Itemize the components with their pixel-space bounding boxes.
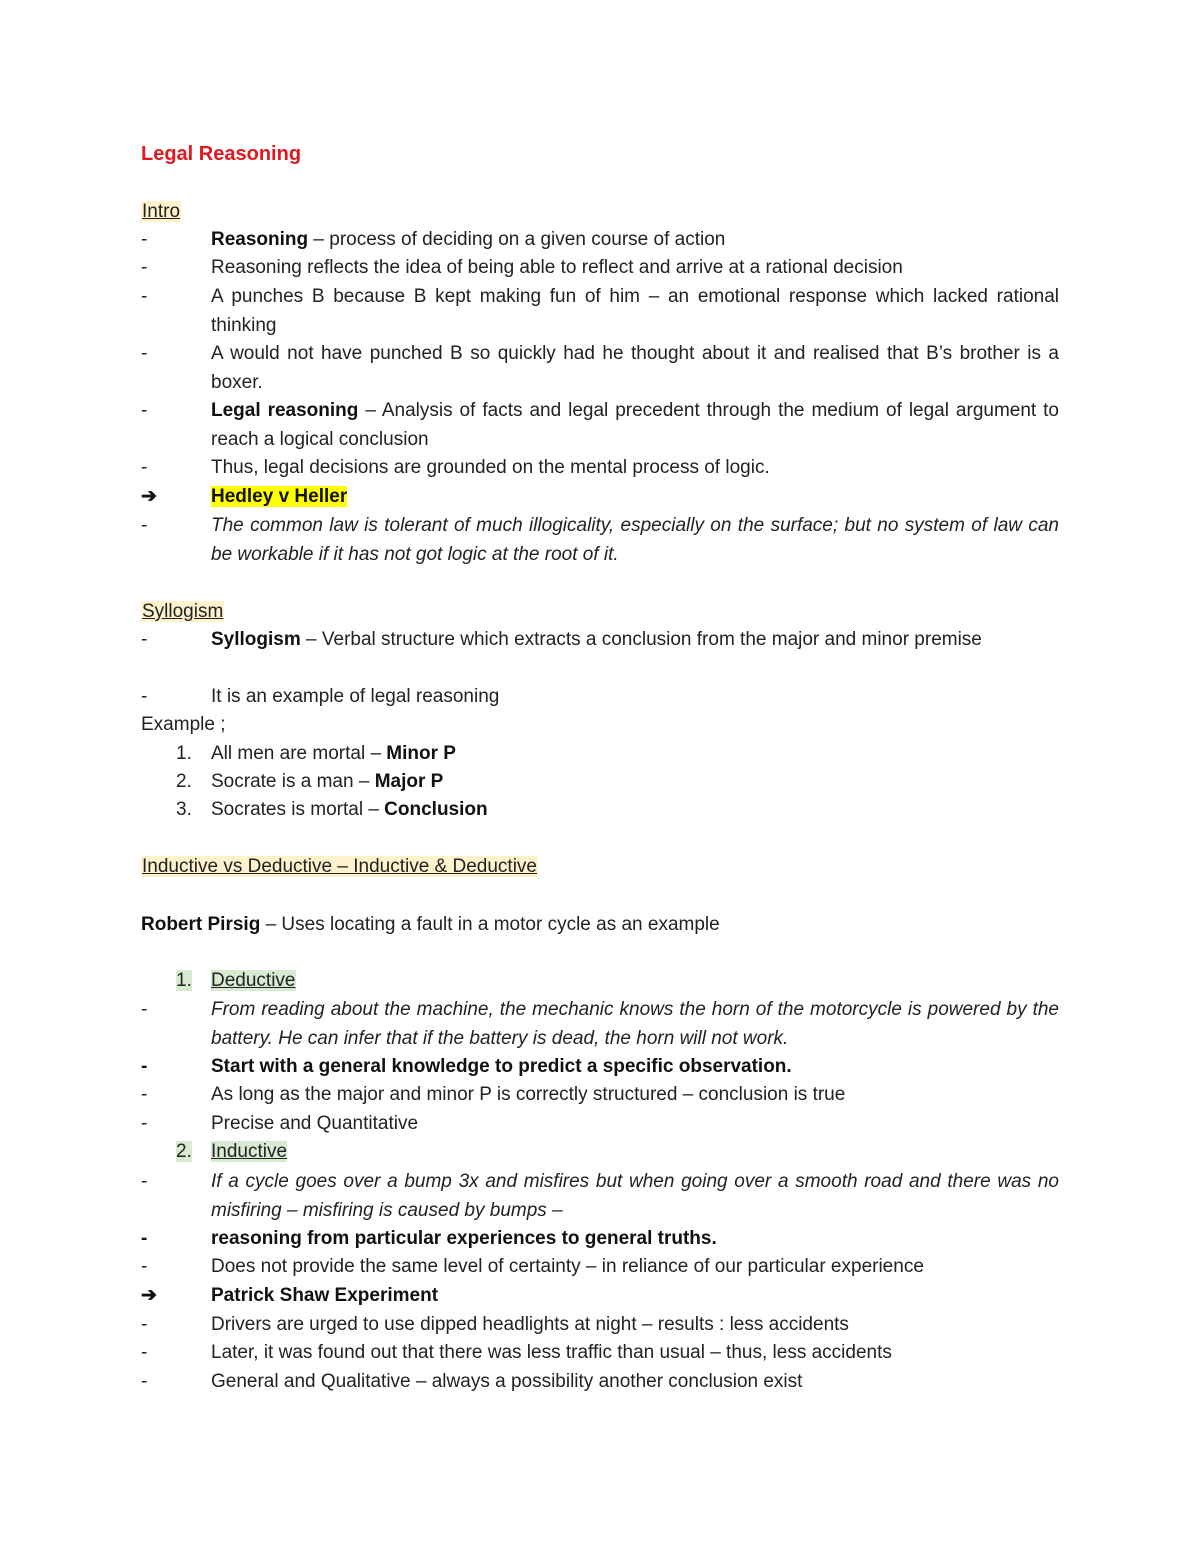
section-heading-syllogism: Syllogism xyxy=(142,601,224,622)
example-label: Example ; xyxy=(141,714,226,735)
list-number: 2. xyxy=(176,1141,192,1162)
example-item: All men are mortal – Minor P xyxy=(211,743,456,764)
page-title: Legal Reasoning xyxy=(141,143,302,165)
bullet-dash: - xyxy=(141,1228,148,1249)
list-item: A punches B because B kept making fun of him – an emotional response which lacked rational thinking xyxy=(211,286,1059,336)
bullet-dash: - xyxy=(141,229,148,250)
bullet-dash: - xyxy=(141,1171,148,1192)
bullet-dash: - xyxy=(141,400,148,421)
list-item: Reasoning – process of deciding on a given course of action xyxy=(211,229,726,250)
bullet-dash: - xyxy=(141,1113,148,1134)
case-quote: The common law is tolerant of much illogicality, especially on the surface; but no system of law can be workable if it has not got logic at the root of it. xyxy=(211,515,1059,565)
section-heading-intro: Intro xyxy=(142,201,181,222)
list-item: It is an example of legal reasoning xyxy=(211,686,500,707)
list-item: Later, it was found out that there was less traffic than usual – thus, less accidents xyxy=(211,1342,892,1363)
bullet-dash: - xyxy=(141,457,148,478)
deductive-key-point: Start with a general knowledge to predict a specific observation. xyxy=(211,1056,792,1077)
bullet-dash: - xyxy=(141,1371,148,1392)
bullet-dash: - xyxy=(141,1314,148,1335)
bullet-dash: - xyxy=(141,629,148,650)
deductive-example: From reading about the machine, the mechanic knows the horn of the motorcycle is powered by the battery. He can infer that if the battery is dead, the horn will not work. xyxy=(211,999,1059,1049)
list-item: Syllogism – Verbal structure which extracts a conclusion from the major and minor premise xyxy=(211,629,982,650)
arrow-icon: ➔ xyxy=(141,486,157,507)
list-item: Drivers are urged to use dipped headlights at night – results : less accidents xyxy=(211,1314,849,1335)
arrow-icon: ➔ xyxy=(141,1285,157,1306)
list-number: 3. xyxy=(176,799,192,820)
inductive-example: If a cycle goes over a bump 3x and misfires but when going over a smooth road and there was no misfiring – misfiring is caused by bumps – xyxy=(211,1171,1059,1221)
list-item: Reasoning reflects the idea of being able to reflect and arrive at a rational decision xyxy=(211,257,903,278)
example-item: Socrates is mortal – Conclusion xyxy=(211,799,488,820)
list-item: General and Qualitative – always a possibility another conclusion exist xyxy=(211,1371,803,1392)
subheading-deductive: Deductive xyxy=(211,970,296,991)
subheading-inductive: Inductive xyxy=(211,1141,288,1162)
bullet-dash: - xyxy=(141,343,148,364)
bullet-dash: - xyxy=(141,1084,148,1105)
case-name-hedley: Hedley v Heller xyxy=(211,486,348,507)
list-item: Precise and Quantitative xyxy=(211,1113,419,1134)
bullet-dash: - xyxy=(141,1342,148,1363)
bullet-dash: - xyxy=(141,257,148,278)
list-item: A would not have punched B so quickly had he thought about it and realised that B’s brother is a boxer. xyxy=(211,343,1059,393)
list-number: 2. xyxy=(176,771,192,792)
bullet-dash: - xyxy=(141,286,148,307)
list-item: Legal reasoning – Analysis of facts and legal precedent through the medium of legal argument to reach a logical conclusion xyxy=(211,400,1059,450)
example-item: Socrate is a man – Major P xyxy=(211,771,444,792)
bullet-dash: - xyxy=(141,1056,148,1077)
section-heading-inductive-deductive: Inductive vs Deductive – Inductive & Deductive xyxy=(142,856,537,877)
list-item: Thus, legal decisions are grounded on the mental process of logic. xyxy=(211,457,770,478)
list-item: As long as the major and minor P is correctly structured – conclusion is true xyxy=(211,1084,846,1105)
list-number: 1. xyxy=(176,743,192,764)
bullet-dash: - xyxy=(141,1256,148,1277)
bullet-dash: - xyxy=(141,999,148,1020)
list-item: Does not provide the same level of certainty – in reliance of our particular experience xyxy=(211,1256,924,1277)
list-number: 1. xyxy=(176,970,192,991)
inductive-key-point: reasoning from particular experiences to general truths. xyxy=(211,1228,717,1249)
case-name-patrick-shaw: Patrick Shaw Experiment xyxy=(211,1285,439,1306)
robert-pirsig-line: Robert Pirsig – Uses locating a fault in a motor cycle as an example xyxy=(141,914,720,935)
bullet-dash: - xyxy=(141,515,148,536)
bullet-dash: - xyxy=(141,686,148,707)
